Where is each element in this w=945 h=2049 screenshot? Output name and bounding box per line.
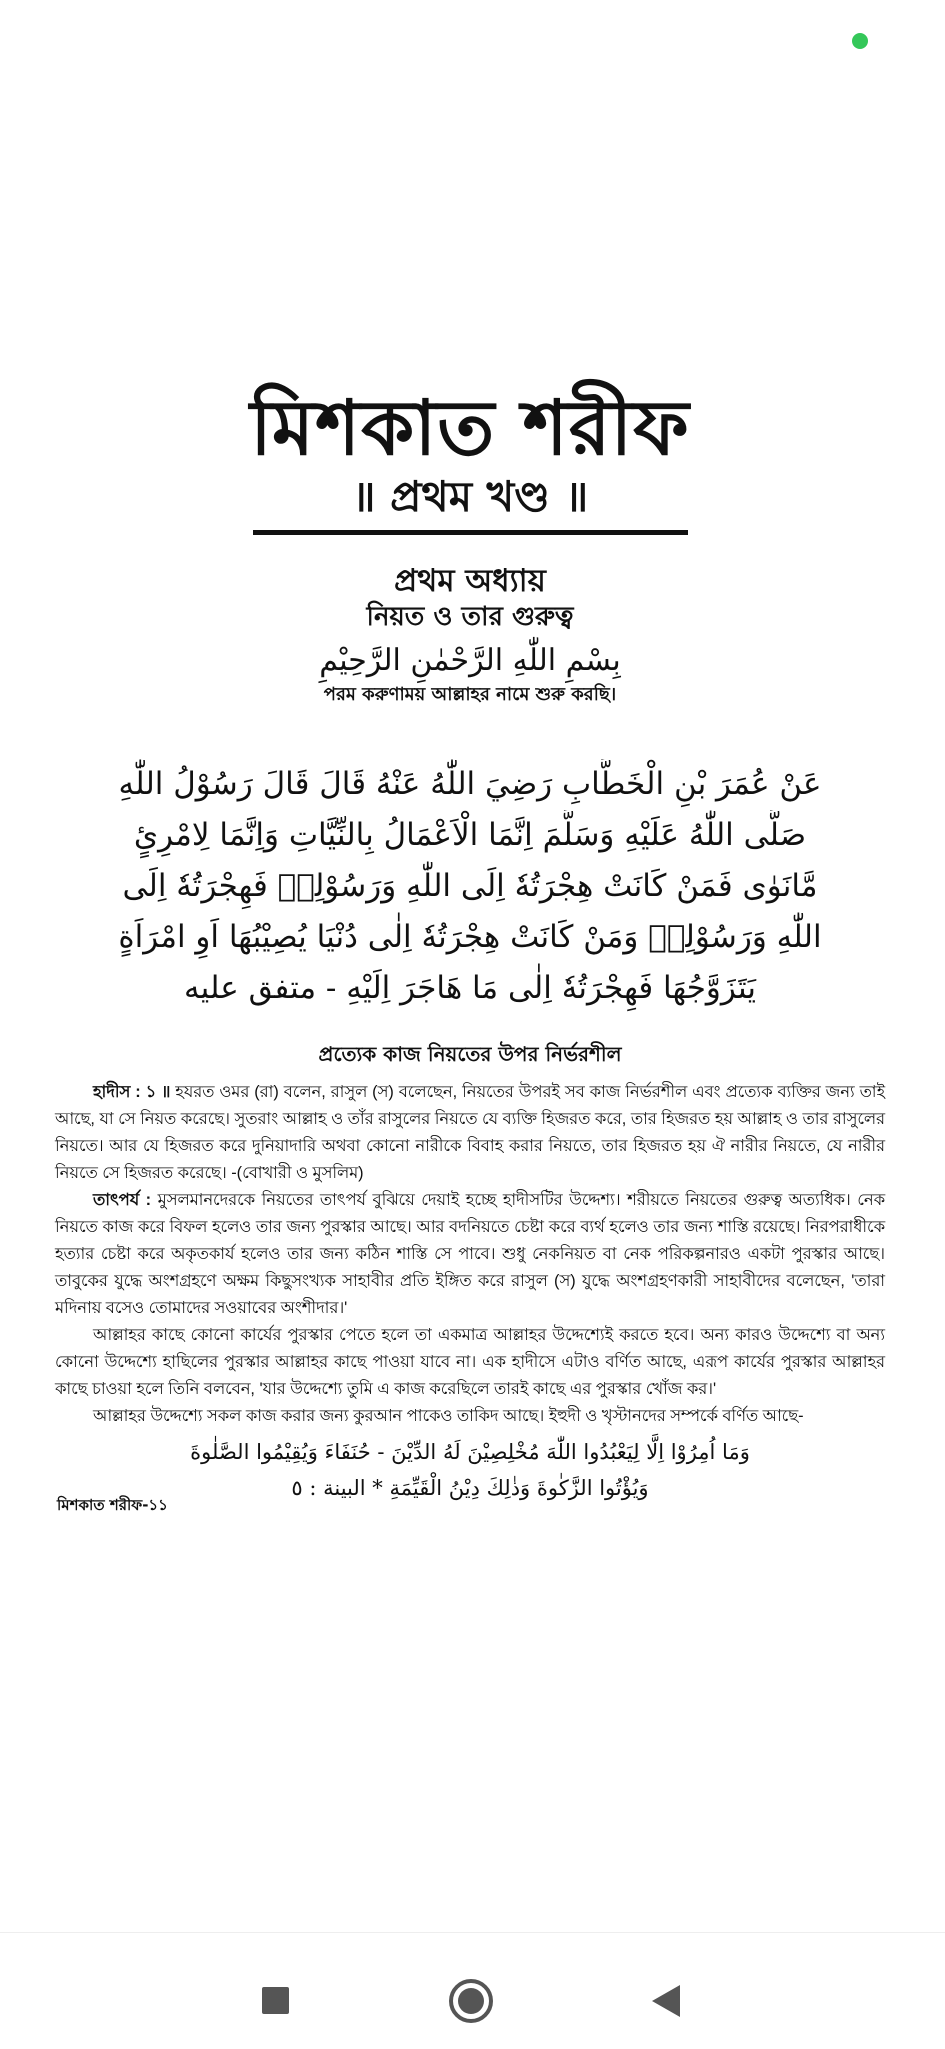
explanation-label: তাৎপর্য : [93,1191,152,1210]
book-title: মিশকাত শরীফ [250,383,690,472]
chapter-title: প্রথম অধ্যায় [394,563,546,600]
section-title: প্রত্যেক কাজ নিয়তের উপর নির্ভরশীল [318,1042,622,1067]
book-page [55,383,886,1506]
quran-intro-paragraph: আল্লাহর উদ্দেশ্যে সকল কাজ করার জন্য কুরআন পাকেও তাকিদ আছে। ইহুদী ও খৃস্টানদের সম্পর্কে বর্ণিত আছে- [93,1407,804,1426]
chapter-subtitle: নিয়ত ও তার গুরুত্ব [366,602,574,633]
page-footer-reference: মিশকাত শরীফ-১১ [57,1496,168,1514]
arabic-line: مَّانَوٰى فَمَنْ كَانَتْ هِجْرَتُهٗ اِلَى اللّٰهِ وَرَسُوْلِهٖ فَهِجْرَتُهٗ اِلَى [122,868,818,905]
arabic-line: اللّٰهِ وَرَسُوْلِهٖ وَمَنْ كَانَتْ هِجْرَتُهٗ اِلٰى دُنْيَا يُصِيْبُهَا اَوِ امْرَاَةٍ [118,919,822,956]
arabic-line: صَلَّى اللّٰهُ عَلَيْهِ وَسَلَّمَ اِنَّمَا الْاَعْمَالُ بِالنِّيَّاتِ وَاِنَّمَا لِامْرِئٍ [133,817,807,854]
bismillah-translation: পরম করুণাময় আল্লাহর নামে শুরু করছি। [323,684,617,706]
explanation-text: মুসলমানদেরকে নিয়তের তাৎপর্য বুঝিয়ে দেয়াই হচ্ছে হাদীসটির উদ্দেশ্য। শরীয়তে নিয়তের গুরুত্ব অত্যধিক। নেক নিয়তে কাজ করে বিফল হলেও তার জন্য পুরস্কার আছে। আর বদনিয়তে চেষ্টা করে ব্যর্থ হলেও তার জন্য শাস্তি রয়েছে। নিরপরাধীকে হত্যার চেষ্টা করে অকৃতকার্য হলেও তার জন্য কঠিন শাস্তি সে পাবে। শুধু নেকনিয়ত বা নেক পরিকল্পনারও একটা পুরস্কার আছে। তাবুকের যুদ্ধে অংশগ্রহণে অক্ষম কিছুসংখ্যক সাহাবীর প্রতি ইঙ্গিত করে রাসুল (স) যুদ্ধে অংশগ্রহণকারী সাহাবীদের বলেছেন, 'তারা মদিনায় বসেও তোমাদের সওয়াবের অংশীদার।' [55,1191,886,1318]
circle-home-icon [441,1971,501,2031]
reward-paragraph: আল্লাহর কাছে কোনো কার্যের পুরস্কার পেতে হলে তা একমাত্র আল্লাহর উদ্দেশ্যেই করতে হবে। অন্য কারও উদ্দেশ্যে বা অন্য কোনো উদ্দেশ্যে হাছিলের পুরস্কার আল্লাহর কাছে পাওয়া যাবে না। এক হাদীসে এটাও বর্ণিত আছে, এরূপ কার্যের পুরস্কার আল্লাহর কাছে চাওয়া হলে তিনি বলবেন, 'যার উদ্দেশ্যে তুমি এ কাজ করেছিলে তারই কাছে এর পুরস্কার খোঁজ কর।' [55,1326,885,1399]
notification-dot-icon [852,33,868,49]
system-navigation-bar [0,1932,945,2049]
quran-line: وَمَا اُمِرُوْا اِلَّا لِيَعْبُدُوا اللّٰهَ مُخْلِصِيْنَ لَهُ الدِّيْنَ - حُنَفَاءَ وَيُقِيْمُوا الصَّلٰوةَ [190,1440,750,1465]
hadith-text: হযরত ওমর (রা) বলেন, রাসুল (স) বলেছেন, নিয়তের উপরই সব কাজ নির্ভরশীল এবং প্রত্যেক ব্যক্তির জন্য তাই আছে, যা সে নিয়ত করেছে। সুতরাং আল্লাহ ও তাঁর রাসুলের নিয়তে যে ব্যক্তি হিজরত করে, তার হিজরত হয় আল্লাহ ও তার রাসুলের নিয়তে। আর যে হিজরত করে দুনিয়াদারি অথবা কোনো নারীকে বিবাহ করার নিয়তে, তার হিজরত হয় ঐ নারীর নিয়তে, যে নারীর নিয়তে সে হিজরত করেছে। -(বোখারী ও মুসলিম) [55,1083,885,1183]
quran-verse [55,1434,885,1506]
triangle-back-icon [636,1971,696,2031]
hadith-label: হাদীস : ১ ॥ [93,1083,171,1102]
arabic-line: عَنْ عُمَرَ بْنِ الْخَطَّابِ رَضِيَ اللّٰهُ عَنْهُ قَالَ قَالَ رَسُوْلُ اللّٰهِ [118,766,822,803]
explanation-paragraph [55,1187,885,1322]
hadith-arabic [55,759,885,1014]
recents-button[interactable] [246,1971,306,2031]
square-recents-icon [246,1971,306,2031]
bismillah-arabic: بِسْمِ اللّٰهِ الرَّحْمٰنِ الرَّحِيْمِ [319,643,621,679]
quran-line: وَيُؤْتُوا الزَّكٰوةَ وَذٰلِكَ دِيْنُ الْقَيِّمَةِ * البينة : ٥ [291,1476,649,1501]
volume-label: ॥ প্রথম খণ্ড ॥ [351,472,589,521]
back-button[interactable] [636,1971,696,2031]
arabic-line: يَتَزَوَّجُهَا فَهِجْرَتُهٗ اِلٰى مَا هَاجَرَ اِلَيْهِ - متفق عليه [183,970,756,1007]
home-button[interactable] [441,1971,501,2031]
title-divider [253,530,688,535]
hadith-paragraph [55,1079,885,1187]
